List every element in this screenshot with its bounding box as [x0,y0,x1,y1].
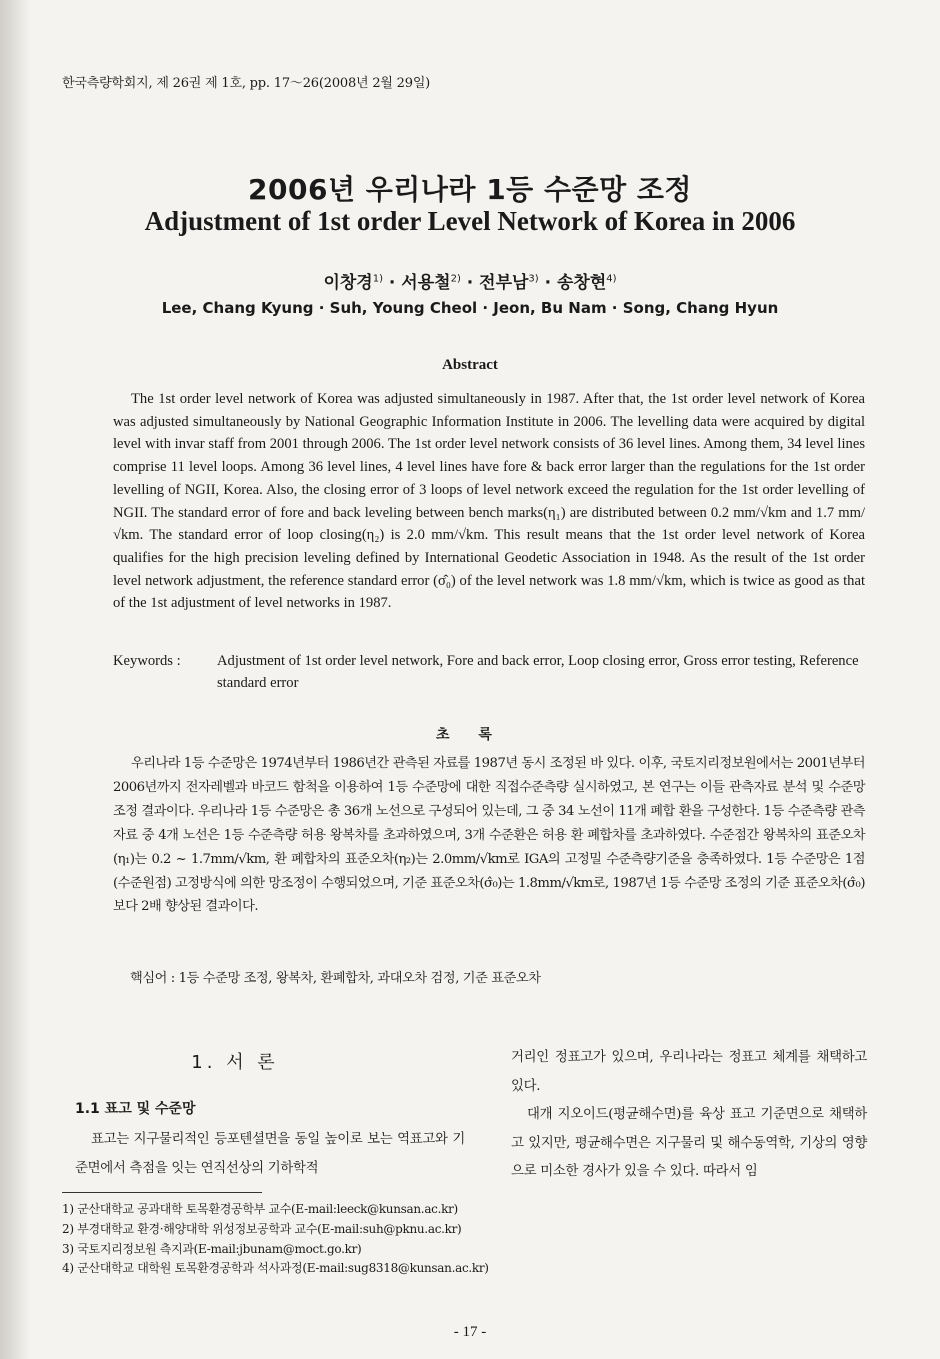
title-korean: 2006년 우리나라 1등 수준망 조정 [248,173,692,206]
authors-korean [0,268,940,293]
author-separator: · [538,273,557,293]
korean-keywords: 핵심어 : 1등 수준망 조정, 왕복차, 환폐합차, 과대오차 검정, 기준 표준오차 [130,971,541,986]
footnote-divider [62,1192,262,1193]
right-column [511,1044,867,1187]
footnote: 2) 부경대학교 환경·해양대학 위성정보공학과 교수(E-mail:suh@pknu.ac.kr) [62,1221,462,1236]
korean-abstract-heading: 초 록 [436,727,504,743]
footnote: 1) 군산대학교 공과대학 토목환경공학부 교수(E-mail:leeck@kunsan.ac.kr) [62,1202,458,1216]
author-separator: · [383,273,402,293]
page-number: - 17 - [453,1324,487,1340]
authors-english: Lee, Chang Kyung · Suh, Young Cheol · Jeon, Bu Nam · Song, Chang Hyun [161,299,779,317]
korean-abstract-body: 우리나라 1등 수준망은 1974년부터 1986년간 관측된 자료를 1987년 동시 조정된 바 있다. 이후, 국토지리정보원에서는 2001년부터 2006년까지 전자레벨과 바코드 함척을 이용하여 1등 수준망에 대한 직접수준측량 실시하였고, 본 연구는 이들 관측자료 분석 및 수준망 조정 결과이다. 우리나라 1등 수준망은 총 36개 노선으로 구성되어 있는데, 그 중 34 노선이 11개 폐합 환을 구성한다. 1등 수준측량 관측자료 중 4개 노선은 1등 수준측량 허용 왕복차를 초과하였으며, 3개 수준환은 허용 환 폐합차를 초과하였다. 수준점간 왕복차의 표준오차(η₁)는 0.2 ~ 1.7mm/√km, 환 폐합차의 표준오차(η₂)는 2.0mm/√km로 IGA의 고정밀 수준측량기준을 충족하였다. 1등 수준망은 1점(수준원점) 고정방식에 의한 망조정이 수행되었으며, 기준 표준오차(σ̂₀)는 1.8mm/√km로, 1987년 1등 수준망 조정의 기준 표준오차(σ̂₀)보다 2배 향상된 결과이다. [113,756,865,915]
footnotes [62,1200,762,1279]
keywords-label: Keywords : [113,653,181,669]
section-heading: 1. 서 론 [191,1052,279,1073]
author-mark: 3) [528,273,539,285]
author-name: 송창현 [556,273,607,293]
left-column-text: 표고는 지구물리적인 등포텐셜면을 동일 높이로 보는 역표고와 기준면에서 측점을 잇는 연직선상의 기하학적 [75,1132,465,1176]
footnote: 3) 국토지리정보원 측지과(E-mail:jbunam@moct.go.kr) [62,1241,362,1256]
subsection-heading: 1.1 표고 및 수준망 [75,1101,196,1117]
keywords [113,650,865,694]
author-separator: · [460,273,480,293]
author-mark: 2) [450,273,461,285]
author-name: 전부남 [479,273,529,293]
author-name: 이창경 [323,273,373,293]
journal-reference: 한국측량학회지, 제 26권 제 1호, pp. 17～26(2008년 2월 29일) [62,76,431,91]
author-mark: 4) [606,273,617,285]
right-paragraph-1: 거리인 정표고가 있으며, 우리나라는 정표고 체계를 채택하고 있다. [511,1050,867,1094]
footnote: 4) 군산대학교 대학원 토목환경공학과 석사과정(E-mail:sug8318@kunsan.ac.kr) [62,1261,489,1276]
author-name: 서용철 [401,273,451,293]
abstract-heading: Abstract [442,357,498,373]
abstract-body: The 1st order level network of Korea was adjusted simultaneously in 1987. After that, the 1st order level network of Korea was adjusted simultaneously by National Geographic Information Institute in 2006. The levelling data were acquired by digital level with invar staff from 2001 through 2006. The 1st order level network consists of 36 level lines. Among them, 34 level lines comprise 11 level loops. Among 36 level lines, 4 level lines have fore & back error larger than the regulations for the 1st order levelling of NGII, Korea. Also, the closing error of 3 loops of level network exceed the regulation for the 1st order levelling of NGII. The standard error of fore and back leveling between bench marks(η₁) are distributed between 0.2 mm/√km and 1.7 mm/√km. The standard error of loop closing(η₂) is 2.0 mm/√km. This result means that the 1st order level network of Korea qualifies for the high precision leveling defined by International Geodetic Association in 1948. As the result of the 1st order level network adjustment, the reference standard error (σ̂₀) of the level network was 1.8 mm/√km, which is twice as good as that of the 1st adjustment of level networks in 1987. [113,391,865,612]
keywords-value: Adjustment of 1st order level network, Fore and back error, Loop closing error, Gross error testing, Reference standard error [217,653,859,691]
title-english: Adjustment of 1st order Level Network of Korea in 2006 [144,206,796,236]
author-mark: 1) [372,273,383,285]
right-paragraph-2: 대개 지오이드(평균해수면)를 육상 표고 기준면으로 채택하고 있지만, 평균해수면은 지구물리 및 해수동역학, 기상의 영향으로 미소한 경사가 있을 수 있다. 따라서 임 [511,1107,867,1179]
